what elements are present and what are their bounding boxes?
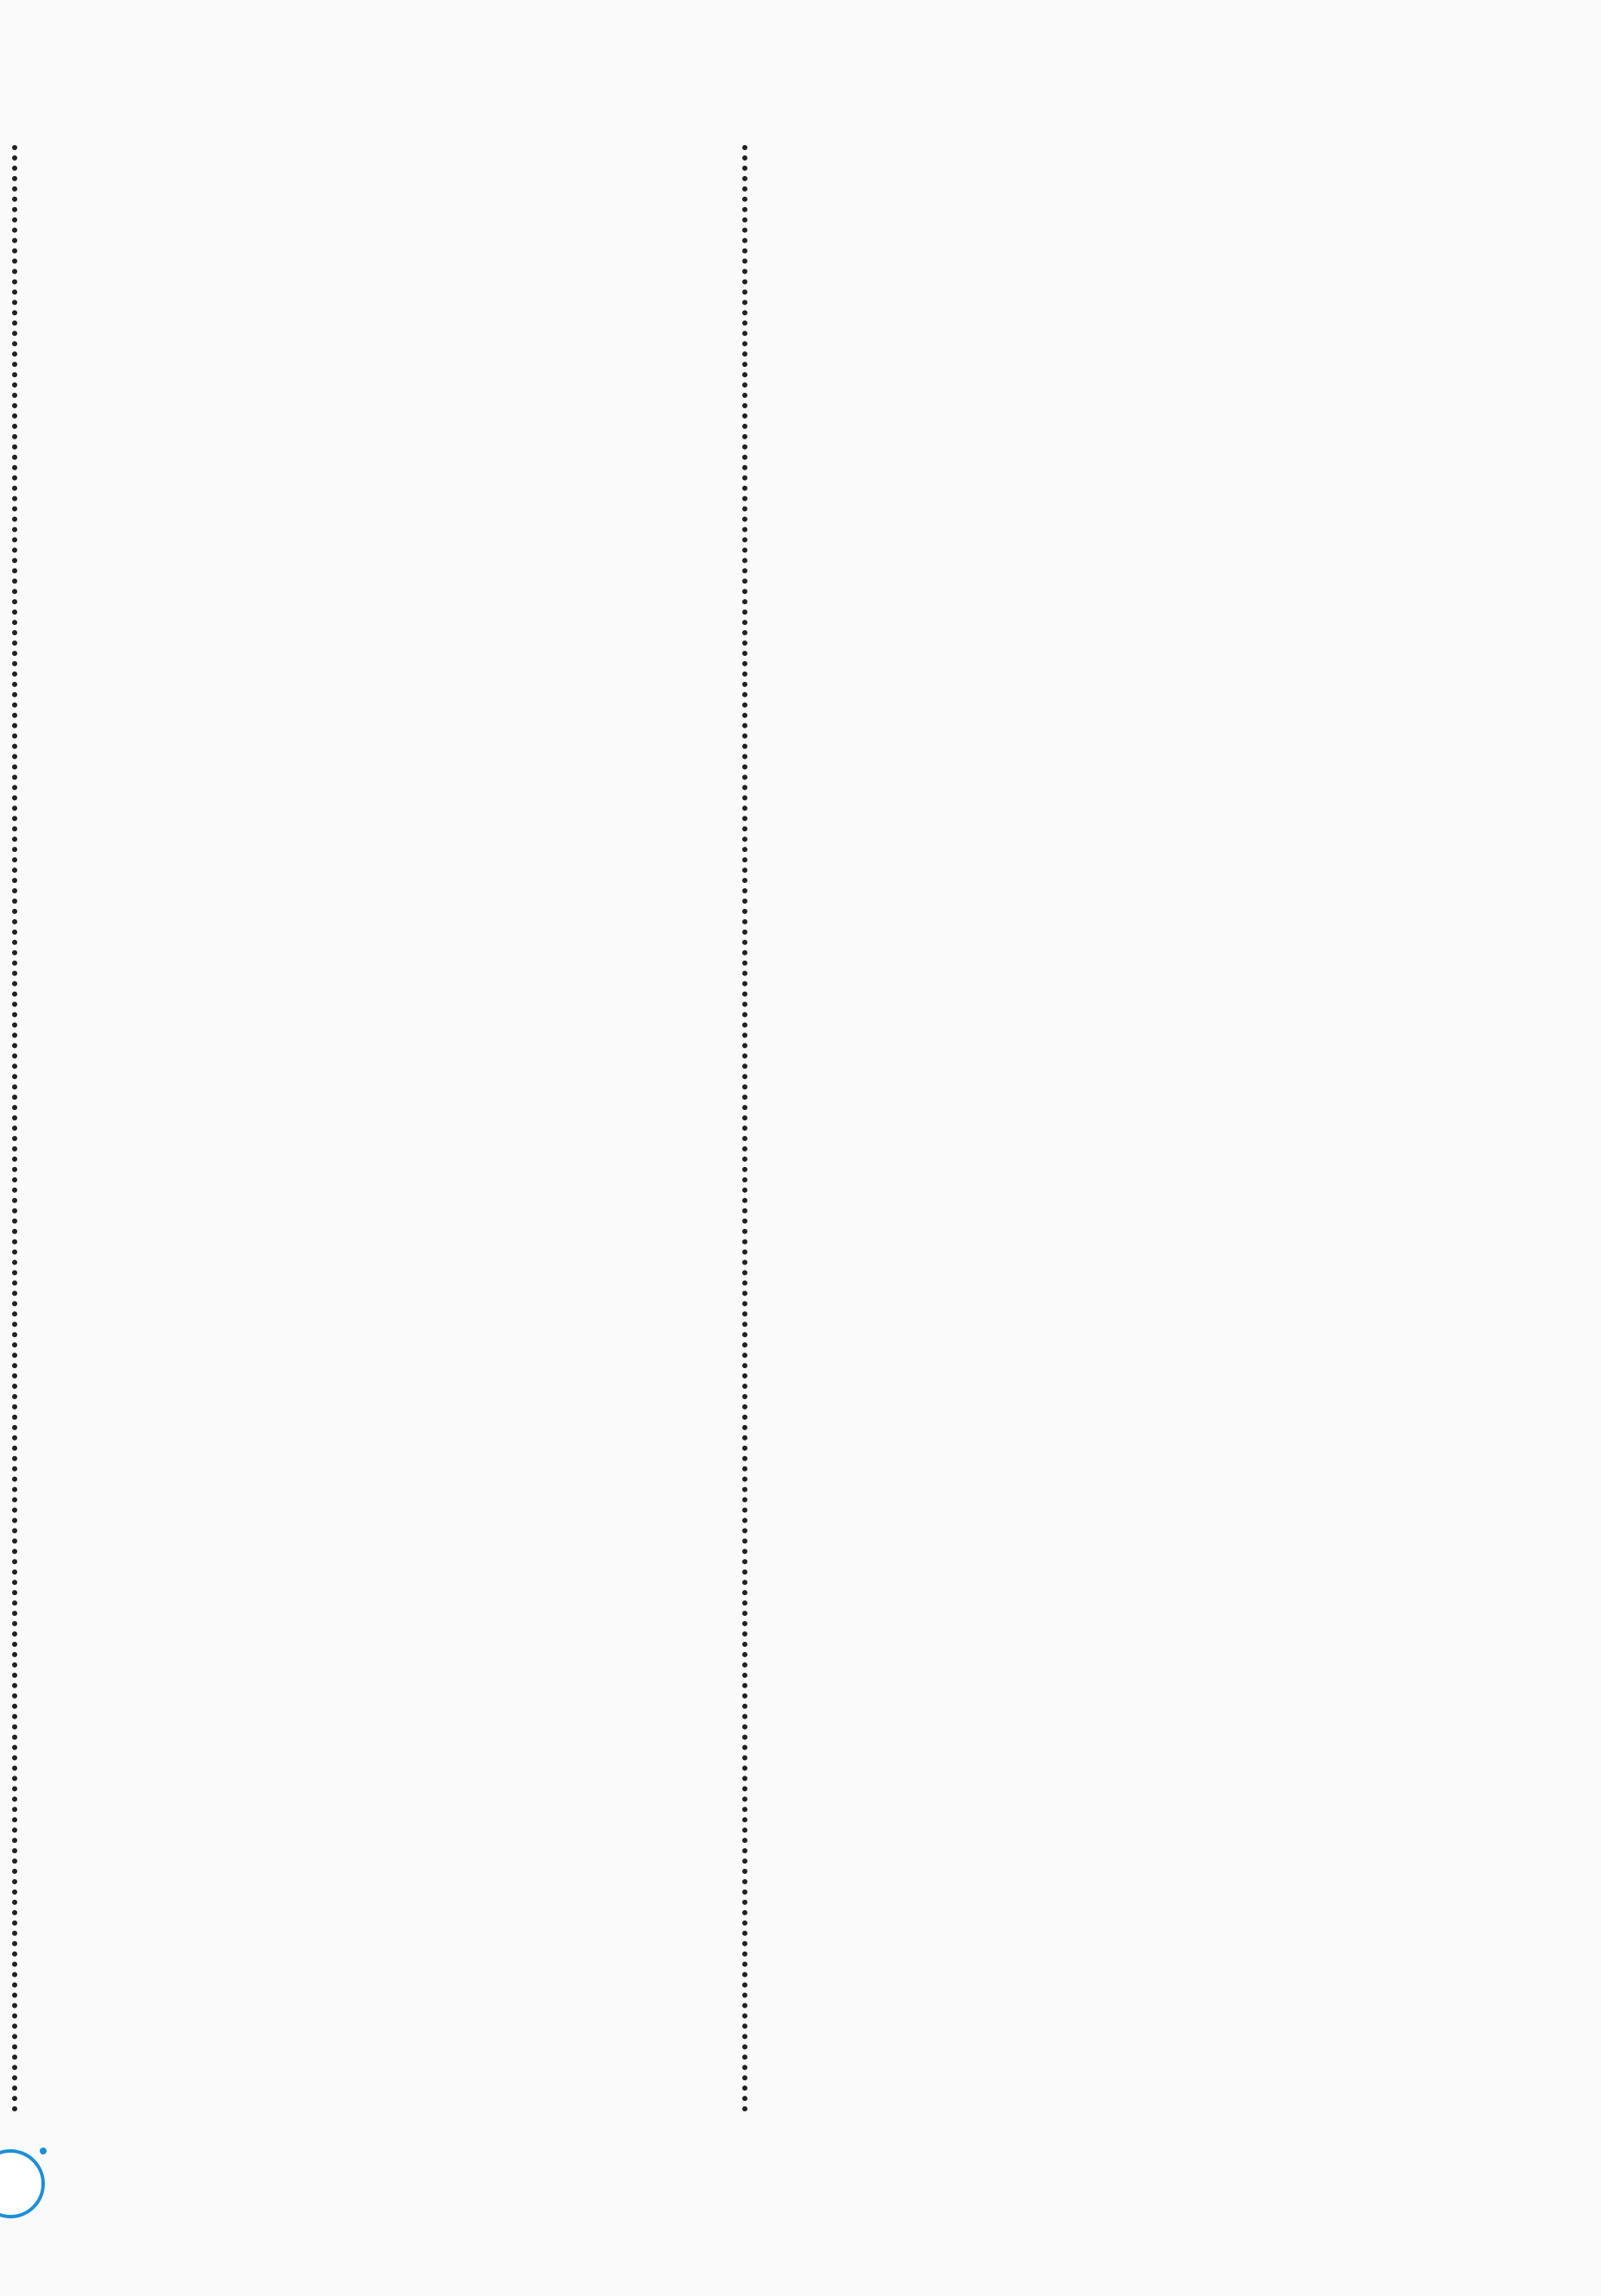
- binding-dots-left: [12, 145, 17, 2113]
- column-divider-dots: [742, 145, 747, 2113]
- page-number-dot: [40, 2148, 47, 2154]
- page-number-badge: [0, 2149, 45, 2218]
